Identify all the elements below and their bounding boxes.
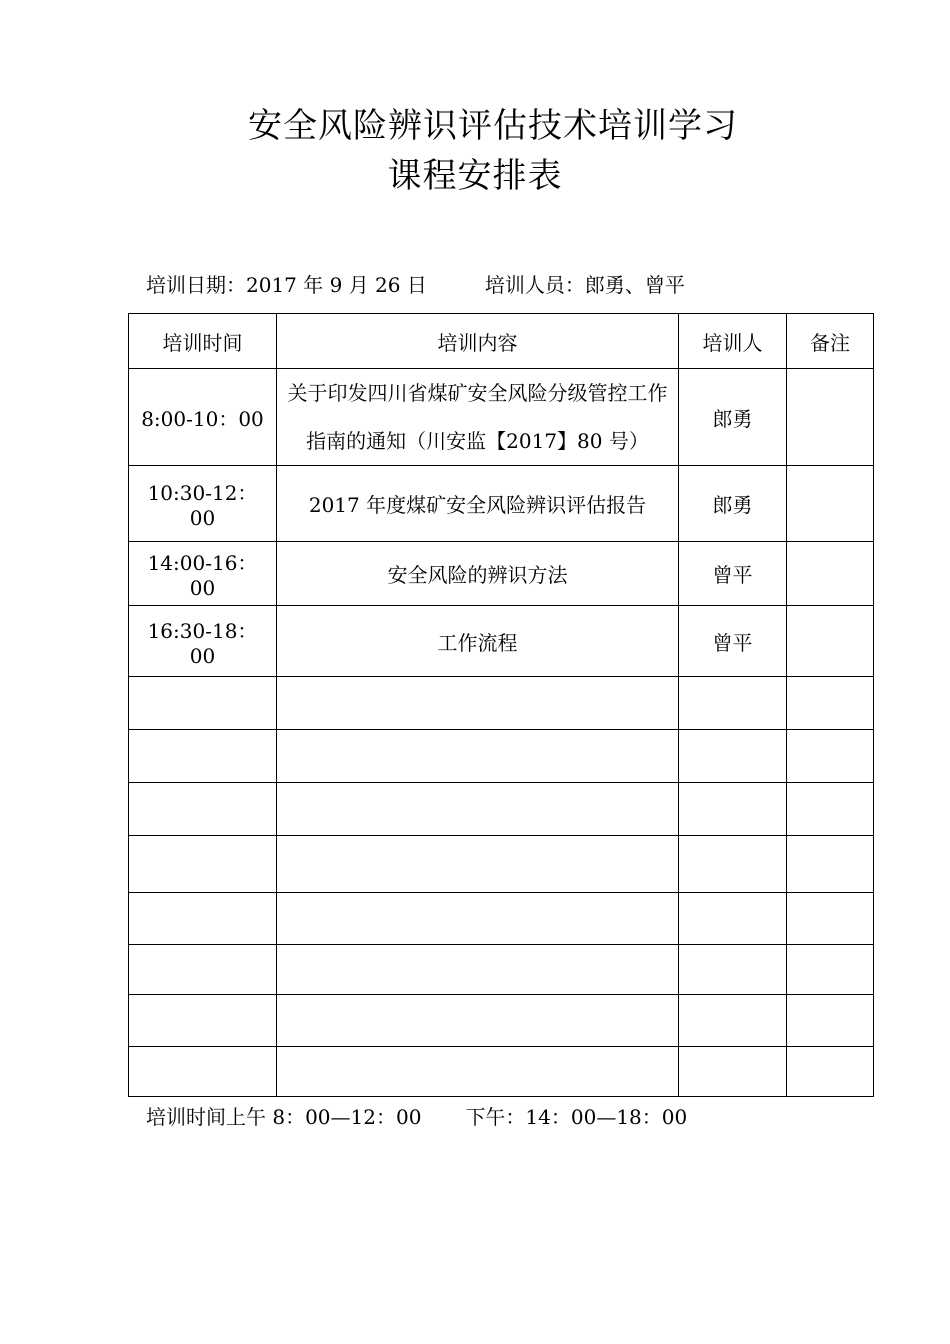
morning-hours: 培训时间上午 8：00—12：00 xyxy=(146,1105,422,1129)
cell-remark xyxy=(787,836,874,893)
training-date: 培训日期：2017 年 9 月 26 日 xyxy=(146,273,427,297)
cell-remark xyxy=(787,995,874,1047)
cell-trainer: 郎勇 xyxy=(679,466,787,542)
table-row xyxy=(129,677,874,730)
cell-content xyxy=(277,1047,679,1097)
table-row xyxy=(129,1047,874,1097)
header-content: 培训内容 xyxy=(277,314,679,369)
table-row xyxy=(129,893,874,945)
cell-content: 2017 年度煤矿安全风险辨识评估报告 xyxy=(277,466,679,542)
header-trainer: 培训人 xyxy=(679,314,787,369)
cell-remark xyxy=(787,606,874,677)
cell-content xyxy=(277,730,679,783)
table-row xyxy=(129,945,874,995)
cell-time xyxy=(129,995,277,1047)
cell-trainer: 曾平 xyxy=(679,542,787,606)
cell-content xyxy=(277,783,679,836)
cell-content: 工作流程 xyxy=(277,606,679,677)
training-staff: 培训人员：郎勇、曾平 xyxy=(484,273,685,297)
afternoon-hours: 下午：14：00—18：00 xyxy=(465,1105,688,1129)
cell-time xyxy=(129,677,277,730)
cell-remark xyxy=(787,677,874,730)
cell-remark xyxy=(787,893,874,945)
cell-trainer xyxy=(679,677,787,730)
cell-trainer: 曾平 xyxy=(679,606,787,677)
cell-remark xyxy=(787,1047,874,1097)
table-row xyxy=(129,995,874,1047)
document-subtitle: 课程安排表 xyxy=(387,156,563,196)
table-row xyxy=(129,730,874,783)
table-row xyxy=(129,466,874,542)
cell-time: 14:00-16：00 xyxy=(129,542,277,606)
header-time: 培训时间 xyxy=(129,314,277,369)
document-title: 安全风险辨识评估技术培训学习 xyxy=(248,106,738,146)
cell-content: 关于印发四川省煤矿安全风险分级管控工作指南的通知（川安监【2017】80 号） xyxy=(277,369,679,466)
cell-time xyxy=(129,893,277,945)
cell-content xyxy=(277,677,679,730)
cell-time: 10:30-12：00 xyxy=(129,466,277,542)
cell-trainer xyxy=(679,836,787,893)
cell-trainer xyxy=(679,1047,787,1097)
cell-trainer: 郎勇 xyxy=(679,369,787,466)
schedule-table xyxy=(128,313,874,1097)
cell-content xyxy=(277,995,679,1047)
cell-time: 8:00-10：00 xyxy=(129,369,277,466)
cell-trainer xyxy=(679,995,787,1047)
table-row xyxy=(129,783,874,836)
table-row xyxy=(129,836,874,893)
cell-trainer xyxy=(679,783,787,836)
cell-trainer xyxy=(679,730,787,783)
table-row xyxy=(129,542,874,606)
table-header-row xyxy=(129,314,874,369)
cell-remark xyxy=(787,783,874,836)
cell-time xyxy=(129,945,277,995)
header-remark: 备注 xyxy=(787,314,874,369)
cell-remark xyxy=(787,730,874,783)
table-row xyxy=(129,369,874,466)
cell-trainer xyxy=(679,893,787,945)
cell-remark xyxy=(787,542,874,606)
cell-time xyxy=(129,730,277,783)
cell-time xyxy=(129,1047,277,1097)
training-info-line xyxy=(146,270,685,300)
cell-content: 安全风险的辨识方法 xyxy=(277,542,679,606)
training-hours-note xyxy=(146,1102,687,1132)
table-row xyxy=(129,606,874,677)
cell-trainer xyxy=(679,945,787,995)
cell-content xyxy=(277,893,679,945)
cell-time: 16:30-18：00 xyxy=(129,606,277,677)
cell-time xyxy=(129,783,277,836)
cell-remark xyxy=(787,466,874,542)
cell-time xyxy=(129,836,277,893)
cell-remark xyxy=(787,369,874,466)
cell-content xyxy=(277,836,679,893)
cell-content xyxy=(277,945,679,995)
cell-remark xyxy=(787,945,874,995)
